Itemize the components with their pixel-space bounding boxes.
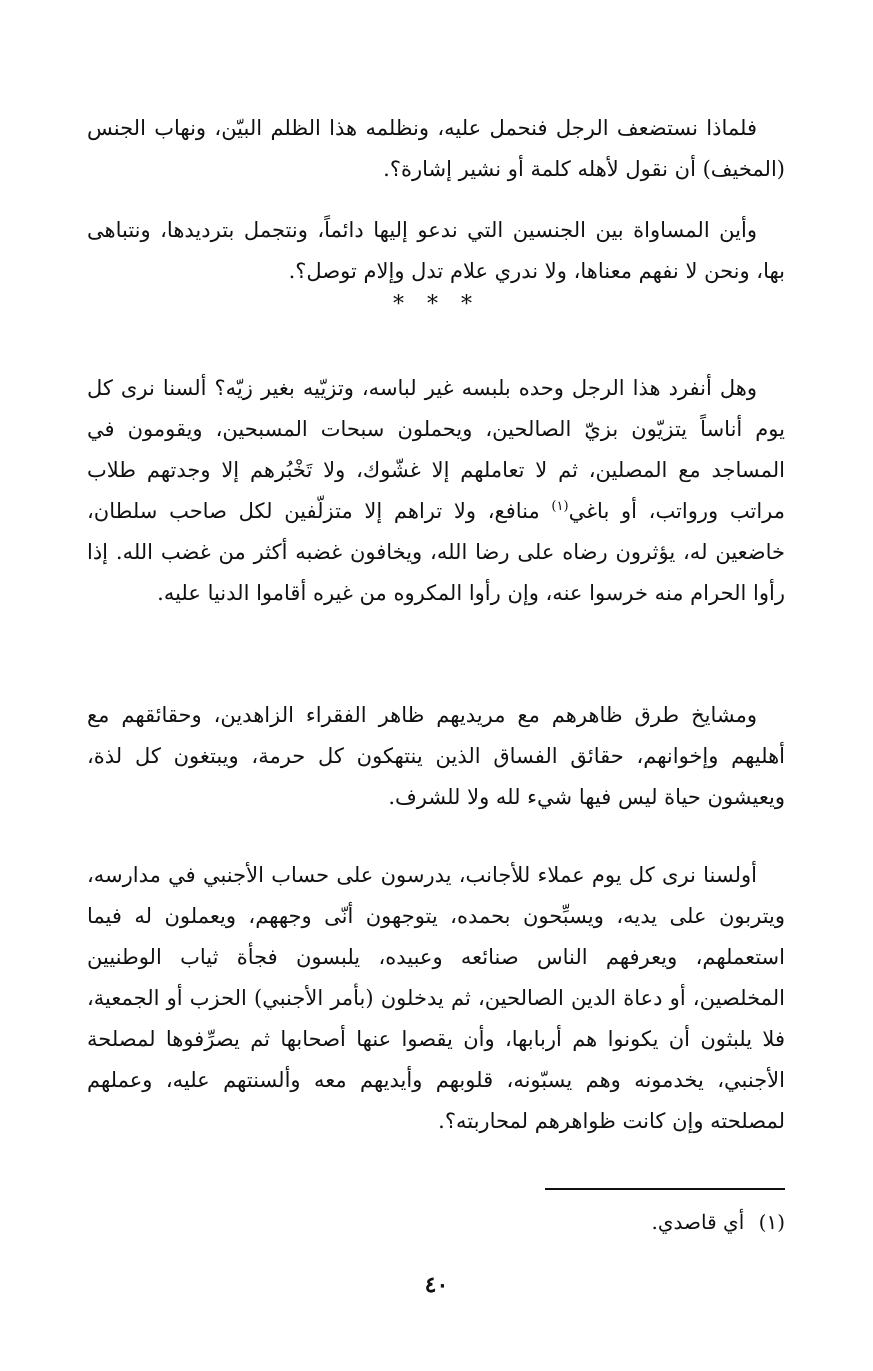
footnote-marker: (١) <box>758 1210 785 1234</box>
footnote-text: أي قاصدي. <box>651 1210 745 1234</box>
paragraph-5 <box>87 855 785 1142</box>
paragraph-2-text: وأين المساواة بين الجنسين التي ندعو إليها دائماً، ونتجمل بترديدها، ونتباهى بها، ونحن لا نفهم معناها، ولا ندري علام تدل وإلام توصل؟. <box>87 218 785 283</box>
page-number: ٤٠ <box>424 1272 449 1298</box>
paragraph-2 <box>87 210 785 292</box>
paragraph-4 <box>87 695 785 818</box>
paragraph-1 <box>87 108 785 190</box>
footnote-reference: (١) <box>551 499 569 514</box>
footnote <box>385 1206 785 1238</box>
section-separator: * * * <box>393 292 480 317</box>
footnote-divider <box>545 1188 785 1190</box>
paragraph-4-text: ومشايخ طرق ظاهرهم مع مريديهم ظاهر الفقراء الزاهدين، وحقائقهم مع أهليهم وإخوانهم، حقائق الفساق الذين ينتهكون كل حرمة، ويبتغون كل لذة، ويعيشون حياة ليس فيها شيء لله ولا للشرف. <box>87 703 785 809</box>
paragraph-3 <box>87 368 785 614</box>
paragraph-5-text: أولسنا نرى كل يوم عملاء للأجانب، يدرسون على حساب الأجنبي في مدارسه، ويتربون على يديه، ويسبِّحون بحمده، يتوجهون أنّى وجههم، ويعملون له فيما استعملهم، ويعرفهم الناس صنائعه وعبيده، يلبسون فجأة ثياب الوطنيين المخلصين، أو دعاة الدين الصالحين، ثم يدخلون (بأمر الأجنبي) الحزب أو الجمعية، فلا يلبثون أن يكونوا هم أربابها، وأن يقصوا عنها أصحابها ثم يصرِّفوها لمصلحة الأجنبي، يخدمونه وهم يسبّونه، قلوبهم وأيديهم معه وألسنتهم عليه، وعملهم لمصلحته وإن كانت ظواهرهم لمحاربته؟. <box>87 863 785 1133</box>
paragraph-1-text: فلماذا نستضعف الرجل فنحمل عليه، ونظلمه هذا الظلم البيّن، ونهاب الجنس (المخيف) أن نقول لأهله كلمة أو نشير إشارة؟. <box>87 116 785 181</box>
paragraph-3-text-before-note: وهل أنفرد هذا الرجل وحده بلبسه غير لباسه، وتزيّيه بغير زيّه؟ ألسنا نرى كل يوم أناساً يتزيّون بزيّ الصالحين، ويحملون سبحات المسبحين، ويقومون في المساجد مع المصلين، ثم لا تعاملهم إلا غشّوك، ولا تَخْبُرهم إلا وجدتهم طلاب مراتب ورواتب، أو باغي <box>87 376 785 523</box>
paragraph-3-text <box>87 368 785 614</box>
paragraph-3-text-after-note: منافع، ولا تراهم إلا متزلّفين لكل صاحب سلطان، خاضعين له، يؤثرون رضاه على رضا الله، ويخافون غضبه أكثر من غضب الله. إذا رأوا الحرام منه خرسوا عنه، وإن رأوا المكروه من غيره أقاموا الدنيا عليه. <box>87 499 786 605</box>
